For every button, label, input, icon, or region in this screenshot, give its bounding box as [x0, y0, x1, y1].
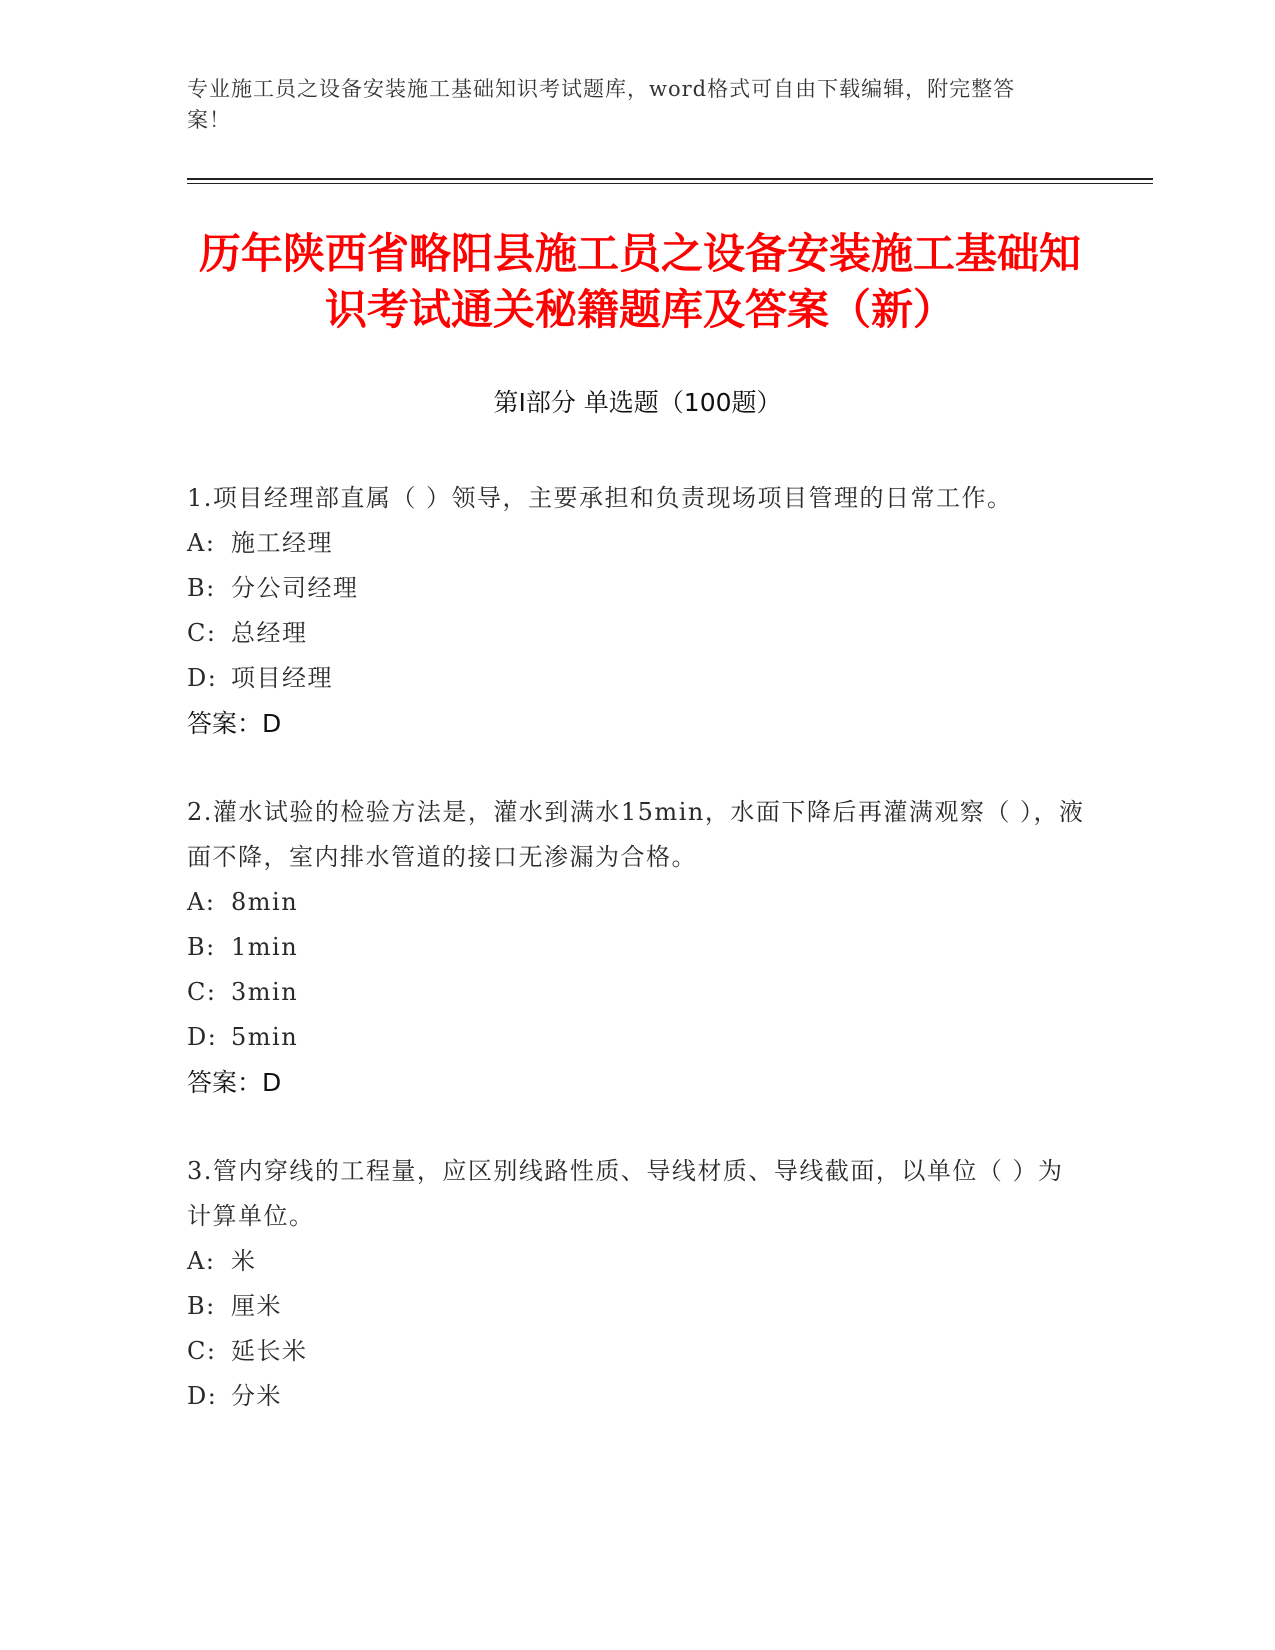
option-b	[187, 1284, 1087, 1329]
option-letter: C:	[187, 1337, 217, 1365]
option-letter: A:	[187, 1247, 216, 1275]
option-c	[187, 611, 1087, 656]
question-1	[187, 476, 1087, 746]
option-a	[187, 521, 1087, 566]
option-letter: D:	[187, 1382, 218, 1410]
option-c	[187, 970, 1087, 1015]
option-letter: A:	[187, 529, 216, 557]
option-letter: B:	[187, 574, 216, 602]
option-letter: C:	[187, 619, 217, 647]
option-text: 施工经理	[231, 529, 333, 557]
question-stem: 2.灌水试验的检验方法是，灌水到满水15min，水面下降后再灌满观察（ ），液面不降，室内排水管道的接口无渗漏为合格。	[187, 798, 1085, 871]
option-c	[187, 1329, 1087, 1374]
option-d	[187, 1015, 1087, 1060]
document-title: 历年陕西省略阳县施工员之设备安装施工基础知识考试通关秘籍题库及答案（新）	[198, 229, 1081, 334]
answer-line: 答案：D	[187, 1068, 282, 1097]
option-text: 3min	[231, 978, 299, 1006]
option-letter: B:	[187, 1292, 216, 1320]
option-letter: D:	[187, 1023, 218, 1051]
option-text: 分米	[231, 1382, 282, 1410]
option-text: 分公司经理	[231, 574, 359, 602]
option-text: 米	[231, 1247, 257, 1275]
option-a	[187, 1239, 1087, 1284]
option-d	[187, 1374, 1087, 1419]
option-b	[187, 566, 1087, 611]
question-stem: 1.项目经理部直属（ ）领导，主要承担和负责现场项目管理的日常工作。	[187, 484, 1013, 512]
question-3	[187, 1149, 1087, 1419]
option-text: 厘米	[231, 1292, 282, 1320]
option-letter: B:	[187, 933, 216, 961]
header-note: 专业施工员之设备安装施工基础知识考试题库，word格式可自由下载编辑，附完整答案！	[187, 77, 1016, 132]
question-stem: 3.管内穿线的工程量，应区别线路性质、导线材质、导线截面，以单位（ ）为计算单位。	[187, 1157, 1064, 1230]
section-heading: 第Ⅰ部分 单选题（100题）	[493, 388, 782, 417]
option-text: 8min	[231, 888, 299, 916]
option-letter: D:	[187, 664, 218, 692]
option-b	[187, 925, 1087, 970]
option-text: 5min	[231, 1023, 299, 1051]
option-letter: A:	[187, 888, 216, 916]
answer-line: 答案：D	[187, 709, 282, 738]
option-text: 1min	[231, 933, 299, 961]
option-text: 总经理	[231, 619, 308, 647]
option-text: 延长米	[231, 1337, 308, 1365]
option-d	[187, 656, 1087, 701]
header-divider-thin	[187, 183, 1153, 184]
option-letter: C:	[187, 978, 217, 1006]
option-a	[187, 880, 1087, 925]
question-list	[187, 476, 1087, 1463]
option-text: 项目经理	[231, 664, 333, 692]
question-2	[187, 790, 1087, 1105]
header-divider-thick	[187, 178, 1153, 180]
